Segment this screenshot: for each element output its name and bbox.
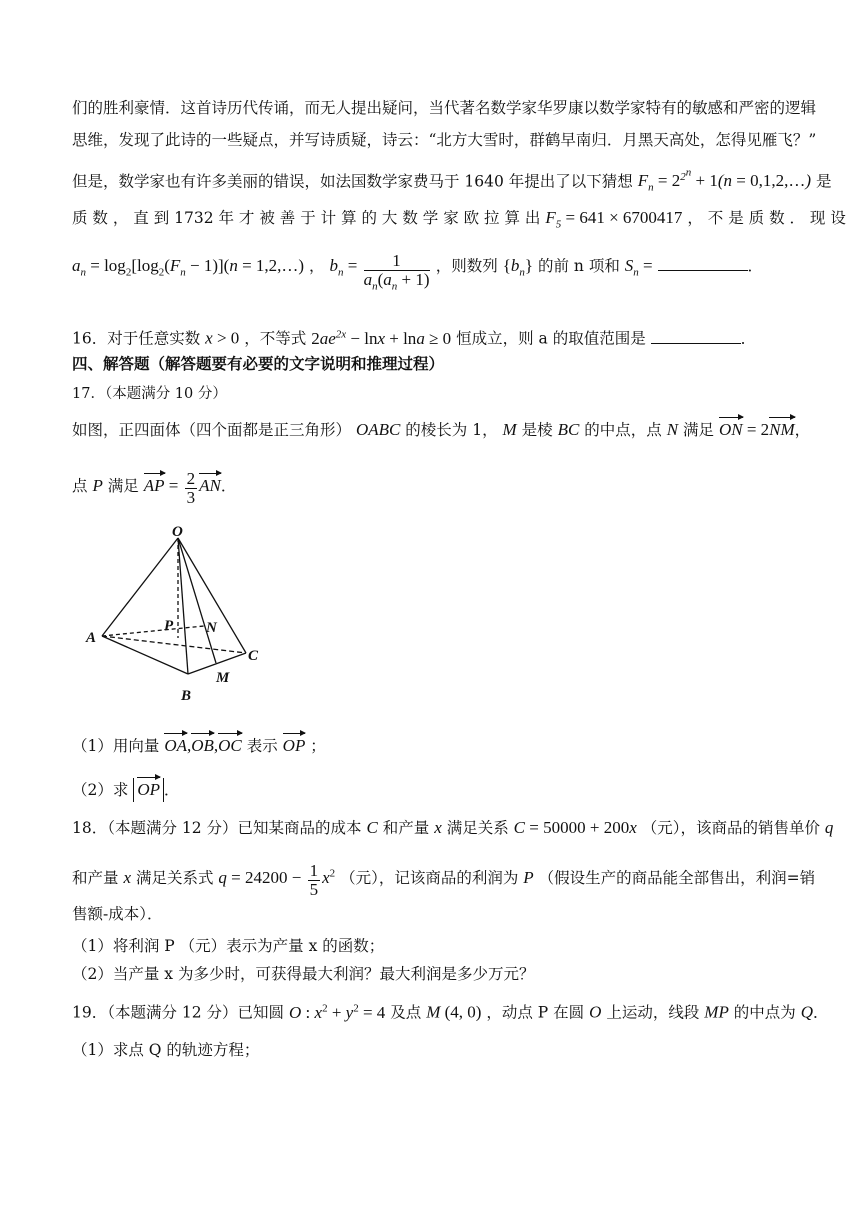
- cost-formula: C = 50000 + 200x: [513, 818, 637, 837]
- a-n-formula: $a_n = \log_2[\log_2(F_n - 1)](n$ = 1,2,…): [72, 256, 305, 279]
- q17-l1e: 满足: [682, 421, 714, 439]
- q19-line-1: [72, 998, 829, 1023]
- circle-eq: O : $x^2 + y^2 = 4$: [289, 1002, 386, 1022]
- q16-condition: x > 0: [205, 328, 240, 348]
- q16-text-b: ，不等式: [244, 329, 307, 348]
- fig-label-o: O: [172, 526, 183, 540]
- q18-line-1: [72, 818, 833, 838]
- q16-inequality: $2ae^{2x} - \ln x + \ln a \ge 0$: [311, 328, 452, 348]
- q17-l2b: 满足: [107, 477, 139, 495]
- point-p: P: [92, 476, 103, 495]
- q19-c: ，动点 P 在圆: [486, 1003, 585, 1022]
- q18-l1b: 和产量: [382, 819, 430, 837]
- q19-b: 及点: [390, 1003, 422, 1022]
- b-n-sequence: $\{b_n\}$: [502, 256, 534, 279]
- q17-p2a: （2）求: [72, 781, 129, 799]
- segment-mp: MP: [704, 1002, 729, 1022]
- q15-tail-text: 的前 n 项和: [537, 257, 620, 275]
- fig-label-m: M: [216, 670, 230, 686]
- q19-part-1: （1）求点 Q 的轨迹方程；: [72, 1041, 260, 1059]
- fig-label-a: A: [86, 630, 97, 646]
- vector-op: OP: [282, 736, 306, 755]
- q17-part-1: [72, 736, 326, 756]
- q18-line-2: [72, 862, 815, 899]
- sym-q: q: [824, 818, 834, 837]
- sym-x2: x: [123, 868, 131, 887]
- q17-part-2: [72, 778, 180, 802]
- q16-text-a: 16．对于任意实数: [72, 329, 201, 348]
- q17-line-2: 点 P 满足 AP = $\frac{2}{3}$ AN．: [72, 469, 237, 507]
- intro-line-4-end: ， 不 是 质 数 ． 现 设: [687, 209, 846, 227]
- fig-label-b: B: [181, 688, 192, 704]
- q17-line-1: 如图，正四面体（四个面都是正三角形） OABC 的棱长为 1， M 是棱 BC 的中点，点 N 满足 ON = 2NM，: [72, 420, 811, 439]
- q17-p1c: ；: [310, 737, 326, 755]
- q18-l1c: 满足关系: [446, 819, 509, 837]
- vector-on-eq: ON = 2NM: [718, 420, 795, 439]
- q15-answer-blank[interactable]: [658, 256, 748, 271]
- intro-line-4-text: 质 数 ， 直 到 1732 年 才 被 善 于 计 算 的 大 数 学 家 欧 拉 算 出: [72, 209, 541, 227]
- q17-p2b: ．: [163, 781, 180, 799]
- vector-ap-eq: AP = $\frac{2}{3}$ AN: [143, 469, 221, 507]
- sym-c: C: [366, 818, 378, 837]
- intro-line-2: 思维，发现了此诗的一些疑点，并写诗质疑，诗云：“北方大雪时，群鹤早南归．月黑天高处，怎得见雁飞？”: [72, 131, 817, 149]
- sym-o: O: [589, 1002, 602, 1022]
- intro-line-3-end: 是: [815, 172, 832, 191]
- sym-q2: Q: [800, 1002, 813, 1022]
- q18-l2a: 和产量: [72, 869, 119, 887]
- intro-line-4: [72, 208, 846, 234]
- q17-l1c: 是棱: [521, 421, 553, 439]
- b-n-formula: $b_n$ = $\frac{1}{a_n(a_n + 1)}$: [329, 251, 430, 293]
- q19-e: 的中点为: [733, 1003, 796, 1022]
- q16-answer-blank[interactable]: [651, 329, 741, 344]
- q17-p1b: 表示: [246, 737, 278, 755]
- q19-a: 19．（本题满分 12 分）已知圆: [72, 1003, 285, 1022]
- s-n-symbol: $S_n$ =: [624, 256, 653, 279]
- fermat-formula: $F_n = 2^{2^n} + 1(n$ = 0,1,2,…): [637, 166, 812, 194]
- q17-p1a: （1）用向量: [72, 737, 160, 755]
- q18-l2d: （假设生产的商品能全部售出，利润=销: [538, 869, 816, 887]
- q17-l1b: 的棱长为 1，: [405, 421, 498, 439]
- q19-d: 上运动，线段: [606, 1003, 700, 1022]
- q17-header: 17．（本题满分 10 分）: [72, 386, 227, 402]
- fig-label-n: N: [206, 620, 217, 636]
- q16-end: ．: [740, 329, 757, 348]
- q17-l2a: 点: [72, 477, 88, 495]
- edge-bc: BC: [557, 420, 580, 439]
- q17-l1d: 的中点，点: [584, 421, 662, 439]
- tetra-oabc: OABC: [355, 420, 401, 439]
- q15-formula-line: $a_n = \log_2[\log_2(F_n - 1)](n$ = 1,2,…) ， $b_n$ = $\frac{1}{a_n(a_n + 1)}$ ，则数列 $\{b_n\}$ 的前 n 项和 $S_n$ = ．: [72, 251, 764, 293]
- q16-line: [72, 324, 756, 349]
- fig-label-p: P: [164, 618, 174, 634]
- vectors-oa-ob-oc: OA,OB,OC: [164, 736, 242, 755]
- point-m-coord: M (4, 0): [426, 1002, 482, 1022]
- tetrahedron-figure: [80, 526, 270, 706]
- intro-line-3-text: 但是，数学家也有许多美丽的错误，如法国数学家费马于 1640 年提出了以下猜想: [72, 172, 633, 191]
- section-heading: 四、解答题（解答题要有必要的文字说明和推理过程）: [72, 355, 445, 373]
- q18-l2b: 满足关系式: [135, 869, 214, 887]
- sym-p: P: [523, 868, 534, 887]
- q18-part-1: （1）将利润 P （元）表示为产量 x 的函数；: [72, 937, 385, 955]
- q17-l1a: 如图，正四面体（四个面都是正三角形）: [72, 421, 352, 439]
- intro-line-3: [72, 162, 831, 198]
- q19-f: ．: [813, 1003, 829, 1022]
- q18-l1d: （元），该商品的销售单价: [641, 819, 820, 837]
- fig-label-c: C: [248, 648, 259, 664]
- intro-line-1: 们的胜利豪情．这首诗历代传诵，而无人提出疑问，当代著名数学家华罗康以数学家特有的敏感和严密的逻辑: [72, 99, 817, 117]
- euler-formula: $F_5 = 641 \times 6700417$: [545, 208, 683, 231]
- sym-x: x: [434, 818, 442, 837]
- point-m: M: [502, 420, 517, 439]
- q18-line-3: 售额-成本）．: [72, 905, 163, 923]
- q18-l1a: 18．（本题满分 12 分）已知某商品的成本: [72, 819, 362, 837]
- abs-vector-op: OP: [133, 778, 164, 802]
- point-n: N: [666, 420, 679, 439]
- q15-mid-text: ，则数列: [435, 257, 498, 275]
- q18-part-2: （2）当产量 x 为多少时，可获得最大利润？最大利润是多少万元？: [72, 965, 535, 983]
- q18-l2c: （元），记该商品的利润为: [340, 869, 519, 887]
- price-formula: q = 24200 − $\frac{1}{5}$ $x^2$: [218, 861, 336, 899]
- q16-text-c: 恒成立，则 a 的取值范围是: [456, 329, 646, 348]
- q15-end: ．: [747, 257, 764, 275]
